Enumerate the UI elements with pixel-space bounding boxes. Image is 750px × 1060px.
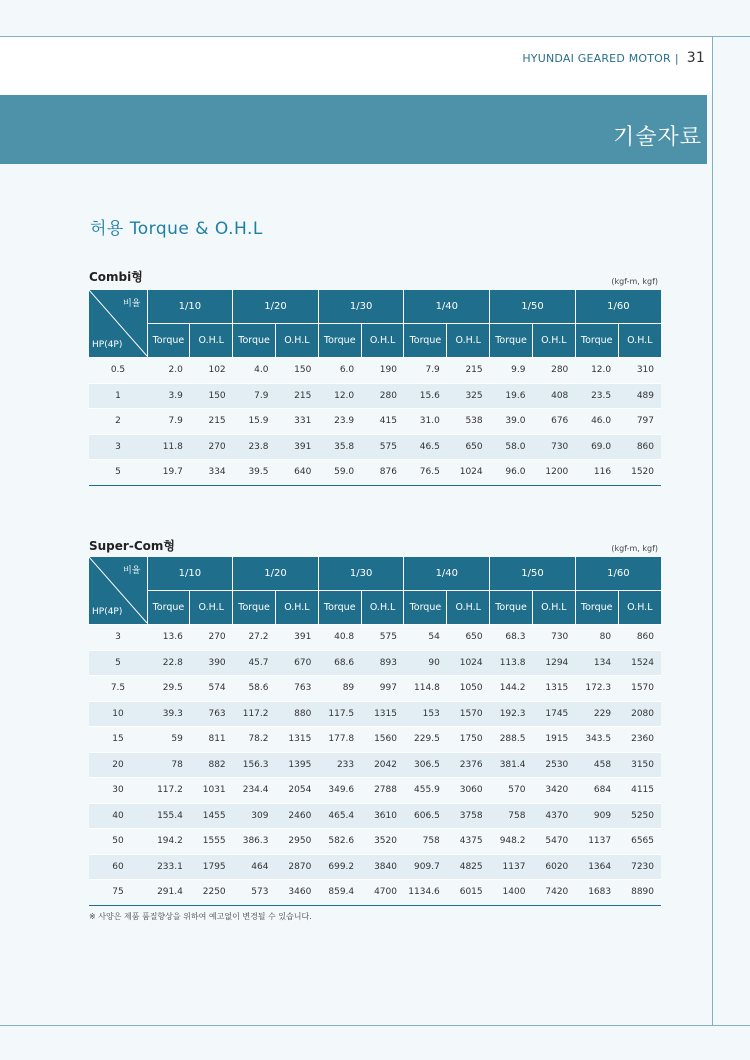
- ohl-cell: 5470: [532, 829, 575, 855]
- torque-cell: 134: [575, 650, 618, 676]
- ohl-cell: 2460: [275, 803, 318, 829]
- ohl-cell: 1524: [618, 650, 661, 676]
- torque-cell: 114.8: [404, 676, 447, 702]
- ohl-cell: 1024: [447, 650, 490, 676]
- table-row: [89, 880, 661, 906]
- ohl-cell: 1745: [532, 701, 575, 727]
- torque-cell: 58.6: [233, 676, 276, 702]
- ohl-cell: 102: [190, 358, 233, 384]
- ratio-header: 1/60: [575, 557, 661, 591]
- ohl-cell: 215: [447, 358, 490, 384]
- torque-cell: 59.0: [318, 460, 361, 486]
- ohl-cell: 4700: [361, 880, 404, 906]
- hp-cell: 50: [89, 829, 147, 855]
- torque-cell: 194.2: [147, 829, 190, 855]
- ohl-header: O.H.L: [532, 591, 575, 625]
- torque-cell: 1134.6: [404, 880, 447, 906]
- ohl-cell: 280: [361, 383, 404, 409]
- ohl-header: O.H.L: [618, 591, 661, 625]
- ratio-axis-label: 비율: [123, 566, 141, 576]
- table-row: [89, 701, 661, 727]
- ohl-cell: 1570: [447, 701, 490, 727]
- torque-cell: 19.6: [490, 383, 533, 409]
- torque-cell: 27.2: [233, 625, 276, 651]
- ohl-cell: 574: [190, 676, 233, 702]
- ohl-cell: 7420: [532, 880, 575, 906]
- ohl-cell: 4375: [447, 829, 490, 855]
- torque-cell: 46.0: [575, 409, 618, 435]
- torque-cell: 349.6: [318, 778, 361, 804]
- ohl-cell: 4825: [447, 854, 490, 880]
- bottom-rule: [0, 1025, 750, 1026]
- ohl-header: O.H.L: [447, 591, 490, 625]
- corner-header: [89, 557, 147, 625]
- ohl-cell: 797: [618, 409, 661, 435]
- hp-cell: 75: [89, 880, 147, 906]
- ohl-header: O.H.L: [618, 324, 661, 358]
- torque-cell: 80: [575, 625, 618, 651]
- ratio-header-row: [89, 290, 661, 324]
- torque-cell: 229: [575, 701, 618, 727]
- torque-cell: 684: [575, 778, 618, 804]
- brand-name: HYUNDAI GEARED MOTOR: [522, 52, 671, 65]
- ohl-cell: 270: [190, 434, 233, 460]
- torque-cell: 306.5: [404, 752, 447, 778]
- footnote: ※ 사양은 제품 품질향상을 위하여 예고없이 변경될 수 있습니다.: [89, 912, 312, 921]
- torque-cell: 13.6: [147, 625, 190, 651]
- torque-cell: 23.5: [575, 383, 618, 409]
- torque-cell: 78: [147, 752, 190, 778]
- ohl-header: O.H.L: [361, 324, 404, 358]
- torque-cell: 155.4: [147, 803, 190, 829]
- torque-cell: 455.9: [404, 778, 447, 804]
- ohl-cell: 2788: [361, 778, 404, 804]
- torque-cell: 582.6: [318, 829, 361, 855]
- combi-table: [89, 290, 661, 486]
- ohl-cell: 876: [361, 460, 404, 486]
- torque-header: Torque: [404, 591, 447, 625]
- ohl-cell: 880: [275, 701, 318, 727]
- table-row: [89, 752, 661, 778]
- running-head: HYUNDAI GEARED MOTOR | 31: [522, 50, 705, 66]
- torque-cell: 192.3: [490, 701, 533, 727]
- torque-cell: 96.0: [490, 460, 533, 486]
- torque-cell: 1364: [575, 854, 618, 880]
- ohl-cell: 640: [275, 460, 318, 486]
- torque-cell: 12.0: [575, 358, 618, 384]
- ohl-cell: 882: [190, 752, 233, 778]
- torque-cell: 19.7: [147, 460, 190, 486]
- torque-cell: 909.7: [404, 854, 447, 880]
- torque-header: Torque: [490, 324, 533, 358]
- ratio-header: 1/20: [233, 290, 319, 324]
- ohl-cell: 4370: [532, 803, 575, 829]
- torque-cell: 465.4: [318, 803, 361, 829]
- torque-cell: 31.0: [404, 409, 447, 435]
- hp-cell: 5: [89, 650, 147, 676]
- torque-header: Torque: [575, 324, 618, 358]
- torque-cell: 758: [404, 829, 447, 855]
- ohl-header: O.H.L: [447, 324, 490, 358]
- table-row: [89, 434, 661, 460]
- torque-cell: 116: [575, 460, 618, 486]
- torque-header: Torque: [575, 591, 618, 625]
- torque-cell: 6.0: [318, 358, 361, 384]
- torque-cell: 76.5: [404, 460, 447, 486]
- ohl-cell: 215: [190, 409, 233, 435]
- section-title-banner: 기술자료: [612, 125, 702, 150]
- table-row: [89, 625, 661, 651]
- ratio-header: 1/50: [490, 290, 576, 324]
- side-rule: [712, 36, 713, 1026]
- supercom-table-title: Super-Com형: [89, 539, 175, 553]
- ohl-cell: 1570: [618, 676, 661, 702]
- torque-cell: 233: [318, 752, 361, 778]
- ratio-header: 1/60: [575, 290, 661, 324]
- table-row: [89, 676, 661, 702]
- ohl-cell: 2054: [275, 778, 318, 804]
- torque-cell: 35.8: [318, 434, 361, 460]
- column-header-row: [89, 324, 661, 358]
- ohl-cell: 6015: [447, 880, 490, 906]
- torque-cell: 39.5: [233, 460, 276, 486]
- ohl-cell: 3840: [361, 854, 404, 880]
- torque-cell: 144.2: [490, 676, 533, 702]
- combi-table-title: Combi형: [89, 270, 143, 284]
- ratio-header-row: [89, 557, 661, 591]
- ratio-header: 1/50: [490, 557, 576, 591]
- hp-cell: 3: [89, 625, 147, 651]
- hp-cell: 3: [89, 434, 147, 460]
- hp-cell: 5: [89, 460, 147, 486]
- ohl-cell: 1560: [361, 727, 404, 753]
- torque-header: Torque: [147, 324, 190, 358]
- table-row: [89, 409, 661, 435]
- torque-cell: 29.5: [147, 676, 190, 702]
- ohl-cell: 1024: [447, 460, 490, 486]
- ohl-cell: 2080: [618, 701, 661, 727]
- ohl-cell: 811: [190, 727, 233, 753]
- ohl-cell: 575: [361, 434, 404, 460]
- torque-cell: 1137: [575, 829, 618, 855]
- table-row: [89, 829, 661, 855]
- torque-cell: 288.5: [490, 727, 533, 753]
- torque-cell: 233.1: [147, 854, 190, 880]
- torque-cell: 343.5: [575, 727, 618, 753]
- ohl-cell: 3420: [532, 778, 575, 804]
- torque-cell: 234.4: [233, 778, 276, 804]
- ohl-cell: 3150: [618, 752, 661, 778]
- ohl-cell: 3758: [447, 803, 490, 829]
- ohl-header: O.H.L: [275, 591, 318, 625]
- ohl-cell: 7230: [618, 854, 661, 880]
- torque-cell: 68.3: [490, 625, 533, 651]
- torque-cell: 9.9: [490, 358, 533, 384]
- torque-cell: 78.2: [233, 727, 276, 753]
- torque-cell: 381.4: [490, 752, 533, 778]
- torque-cell: 458: [575, 752, 618, 778]
- ohl-cell: 650: [447, 625, 490, 651]
- torque-cell: 7.9: [233, 383, 276, 409]
- torque-cell: 153: [404, 701, 447, 727]
- torque-cell: 758: [490, 803, 533, 829]
- torque-cell: 117.2: [233, 701, 276, 727]
- ohl-cell: 331: [275, 409, 318, 435]
- ohl-cell: 215: [275, 383, 318, 409]
- torque-cell: 859.4: [318, 880, 361, 906]
- torque-cell: 291.4: [147, 880, 190, 906]
- ratio-header: 1/10: [147, 290, 233, 324]
- ohl-cell: 280: [532, 358, 575, 384]
- torque-header: Torque: [233, 324, 276, 358]
- corner-header: [89, 290, 147, 358]
- ohl-cell: 1795: [190, 854, 233, 880]
- torque-cell: 22.8: [147, 650, 190, 676]
- header-strip: [0, 37, 712, 95]
- hp-cell: 60: [89, 854, 147, 880]
- ohl-cell: 3520: [361, 829, 404, 855]
- torque-header: Torque: [490, 591, 533, 625]
- ohl-cell: 390: [190, 650, 233, 676]
- ratio-header: 1/10: [147, 557, 233, 591]
- torque-cell: 1137: [490, 854, 533, 880]
- table-row: [89, 358, 661, 384]
- supercom-table: [89, 557, 661, 906]
- ohl-cell: 150: [190, 383, 233, 409]
- torque-cell: 2.0: [147, 358, 190, 384]
- ohl-cell: 1200: [532, 460, 575, 486]
- hp-axis-label: HP(4P): [92, 607, 123, 617]
- page-number: 31: [686, 50, 705, 66]
- torque-cell: 177.8: [318, 727, 361, 753]
- torque-cell: 948.2: [490, 829, 533, 855]
- torque-cell: 113.8: [490, 650, 533, 676]
- ohl-header: O.H.L: [190, 591, 233, 625]
- torque-cell: 39.3: [147, 701, 190, 727]
- torque-cell: 570: [490, 778, 533, 804]
- torque-cell: 46.5: [404, 434, 447, 460]
- torque-cell: 309: [233, 803, 276, 829]
- hp-cell: 7.5: [89, 676, 147, 702]
- torque-cell: 58.0: [490, 434, 533, 460]
- table-row: [89, 383, 661, 409]
- hp-cell: 20: [89, 752, 147, 778]
- ohl-cell: 1555: [190, 829, 233, 855]
- ohl-cell: 2250: [190, 880, 233, 906]
- torque-cell: 699.2: [318, 854, 361, 880]
- ohl-cell: 763: [275, 676, 318, 702]
- torque-cell: 156.3: [233, 752, 276, 778]
- ohl-cell: 415: [361, 409, 404, 435]
- table-row: [89, 854, 661, 880]
- torque-cell: 3.9: [147, 383, 190, 409]
- ohl-cell: 190: [361, 358, 404, 384]
- torque-header: Torque: [318, 591, 361, 625]
- column-header-row: [89, 591, 661, 625]
- ohl-cell: 1750: [447, 727, 490, 753]
- torque-cell: 39.0: [490, 409, 533, 435]
- ohl-cell: 2950: [275, 829, 318, 855]
- torque-cell: 54: [404, 625, 447, 651]
- torque-cell: 1683: [575, 880, 618, 906]
- ohl-cell: 2360: [618, 727, 661, 753]
- ohl-cell: 6020: [532, 854, 575, 880]
- torque-cell: 4.0: [233, 358, 276, 384]
- ohl-cell: 310: [618, 358, 661, 384]
- ohl-cell: 730: [532, 434, 575, 460]
- torque-cell: 45.7: [233, 650, 276, 676]
- ohl-cell: 1315: [532, 676, 575, 702]
- ohl-cell: 4115: [618, 778, 661, 804]
- ohl-cell: 650: [447, 434, 490, 460]
- ohl-cell: 391: [275, 625, 318, 651]
- ohl-cell: 2530: [532, 752, 575, 778]
- hp-cell: 40: [89, 803, 147, 829]
- torque-cell: 606.5: [404, 803, 447, 829]
- torque-header: Torque: [147, 591, 190, 625]
- ohl-cell: 860: [618, 625, 661, 651]
- ohl-cell: 391: [275, 434, 318, 460]
- torque-cell: 573: [233, 880, 276, 906]
- torque-cell: 386.3: [233, 829, 276, 855]
- ohl-header: O.H.L: [190, 324, 233, 358]
- torque-cell: 15.9: [233, 409, 276, 435]
- hp-cell: 1: [89, 383, 147, 409]
- ohl-cell: 270: [190, 625, 233, 651]
- torque-cell: 90: [404, 650, 447, 676]
- ratio-header: 1/20: [233, 557, 319, 591]
- torque-header: Torque: [318, 324, 361, 358]
- hp-cell: 2: [89, 409, 147, 435]
- torque-cell: 909: [575, 803, 618, 829]
- table-row: [89, 650, 661, 676]
- ohl-cell: 489: [618, 383, 661, 409]
- torque-header: Torque: [233, 591, 276, 625]
- torque-cell: 59: [147, 727, 190, 753]
- ratio-axis-label: 비율: [123, 299, 141, 309]
- combi-unit-label: (kgf-m, kgf): [611, 277, 658, 286]
- ohl-header: O.H.L: [275, 324, 318, 358]
- ohl-cell: 1031: [190, 778, 233, 804]
- torque-cell: 229.5: [404, 727, 447, 753]
- ohl-cell: 334: [190, 460, 233, 486]
- table-row: [89, 460, 661, 486]
- table-row: [89, 778, 661, 804]
- ohl-cell: 893: [361, 650, 404, 676]
- ohl-cell: 1455: [190, 803, 233, 829]
- ohl-cell: 1915: [532, 727, 575, 753]
- ohl-cell: 8890: [618, 880, 661, 906]
- ohl-cell: 2870: [275, 854, 318, 880]
- torque-cell: 7.9: [147, 409, 190, 435]
- torque-cell: 172.3: [575, 676, 618, 702]
- ohl-cell: 670: [275, 650, 318, 676]
- torque-header: Torque: [404, 324, 447, 358]
- table-row: [89, 727, 661, 753]
- torque-cell: 12.0: [318, 383, 361, 409]
- ohl-cell: 676: [532, 409, 575, 435]
- torque-cell: 23.8: [233, 434, 276, 460]
- ohl-cell: 150: [275, 358, 318, 384]
- ohl-cell: 3060: [447, 778, 490, 804]
- ohl-cell: 538: [447, 409, 490, 435]
- ohl-cell: 3610: [361, 803, 404, 829]
- ohl-cell: 997: [361, 676, 404, 702]
- torque-cell: 69.0: [575, 434, 618, 460]
- torque-cell: 117.2: [147, 778, 190, 804]
- torque-cell: 89: [318, 676, 361, 702]
- torque-cell: 23.9: [318, 409, 361, 435]
- ohl-cell: 1520: [618, 460, 661, 486]
- torque-cell: 40.8: [318, 625, 361, 651]
- hp-cell: 30: [89, 778, 147, 804]
- ohl-cell: 1050: [447, 676, 490, 702]
- hp-axis-label: HP(4P): [92, 340, 123, 350]
- ohl-cell: 408: [532, 383, 575, 409]
- page-title: 허용 Torque & O.H.L: [90, 219, 263, 239]
- torque-cell: 11.8: [147, 434, 190, 460]
- torque-cell: 117.5: [318, 701, 361, 727]
- ohl-cell: 575: [361, 625, 404, 651]
- ohl-cell: 730: [532, 625, 575, 651]
- ohl-cell: 763: [190, 701, 233, 727]
- ratio-header: 1/30: [318, 557, 404, 591]
- torque-cell: 68.6: [318, 650, 361, 676]
- ratio-header: 1/40: [404, 290, 490, 324]
- ohl-cell: 325: [447, 383, 490, 409]
- ratio-header: 1/40: [404, 557, 490, 591]
- ohl-cell: 6565: [618, 829, 661, 855]
- ohl-cell: 2376: [447, 752, 490, 778]
- ohl-cell: 3460: [275, 880, 318, 906]
- supercom-unit-label: (kgf-m, kgf): [611, 544, 658, 553]
- ohl-cell: 2042: [361, 752, 404, 778]
- table-row: [89, 803, 661, 829]
- torque-cell: 7.9: [404, 358, 447, 384]
- hp-cell: 0.5: [89, 358, 147, 384]
- ohl-header: O.H.L: [361, 591, 404, 625]
- hp-cell: 15: [89, 727, 147, 753]
- ohl-cell: 1294: [532, 650, 575, 676]
- ohl-cell: 5250: [618, 803, 661, 829]
- ohl-cell: 1395: [275, 752, 318, 778]
- ohl-cell: 1315: [361, 701, 404, 727]
- ohl-cell: 860: [618, 434, 661, 460]
- torque-cell: 15.6: [404, 383, 447, 409]
- ratio-header: 1/30: [318, 290, 404, 324]
- torque-cell: 1400: [490, 880, 533, 906]
- section-banner: [0, 95, 707, 164]
- torque-cell: 464: [233, 854, 276, 880]
- hp-cell: 10: [89, 701, 147, 727]
- ohl-header: O.H.L: [532, 324, 575, 358]
- ohl-cell: 1315: [275, 727, 318, 753]
